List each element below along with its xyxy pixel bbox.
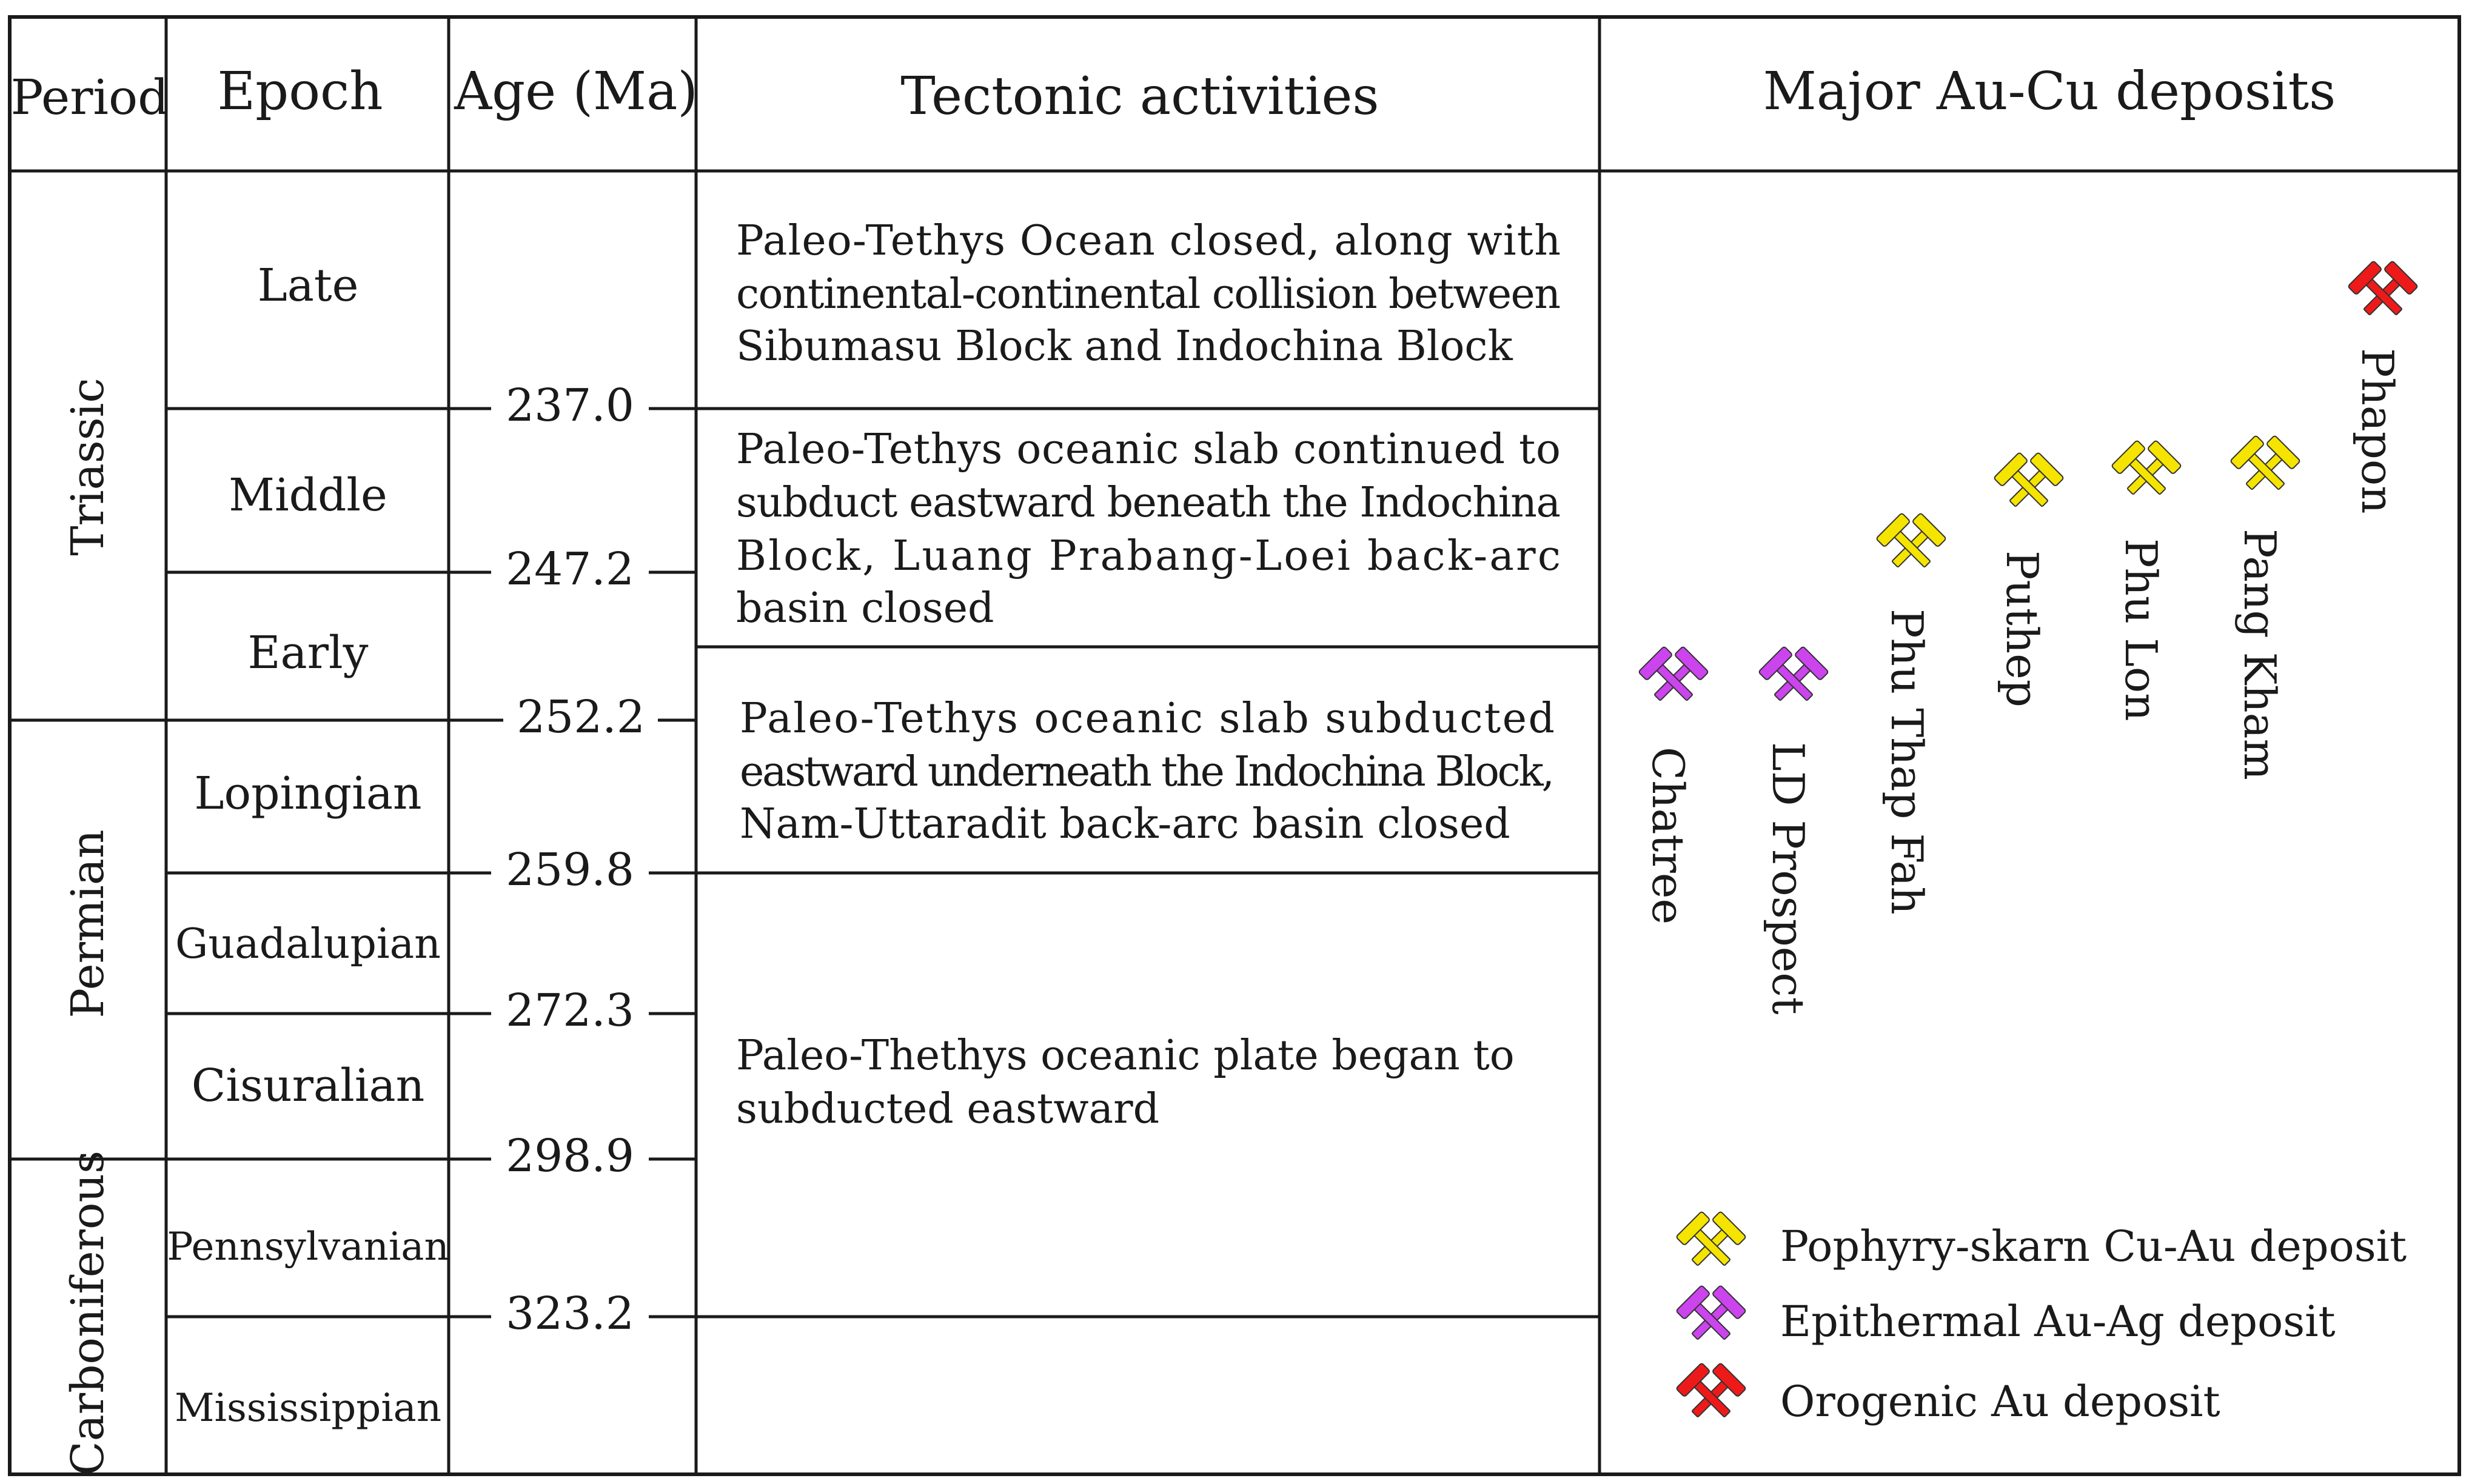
legend <box>1676 1211 2407 1427</box>
deposit-pang-kham <box>2230 435 2300 780</box>
legend-item-porphyry <box>1676 1211 2407 1275</box>
table-header <box>11 61 2336 127</box>
period-label-carboniferous: Carboniferous <box>62 1150 114 1476</box>
epoch-label: Pennsylvanian <box>167 1225 449 1269</box>
tectonic-event-permian-early <box>736 1032 1515 1133</box>
tectonic-text-line: subduct eastward beneath the Indochina <box>736 479 1561 527</box>
legend-item-epithermal <box>1676 1285 2336 1349</box>
deposit-name: Chatree <box>1643 747 1693 924</box>
epoch-label: Early <box>247 627 369 679</box>
tectonic-text-line: Block, Luang Prabang-Loei back-arc <box>736 532 1561 580</box>
age-labels <box>506 379 645 1340</box>
tectonic-text-line: subducted eastward <box>736 1085 1160 1133</box>
tectonic-event-triassic-late <box>736 217 1561 370</box>
deposit-phapon <box>2348 261 2418 514</box>
orogenic-hammer-icon <box>2348 261 2418 325</box>
tectonic-activities <box>736 217 1561 1133</box>
legend-label: Pophyry-skarn Cu-Au deposit <box>1780 1222 2407 1271</box>
header-tectonic-activities: Tectonic activities <box>900 66 1379 127</box>
epoch-label: Guadalupian <box>175 920 441 968</box>
header-epoch: Epoch <box>217 61 383 122</box>
epoch-label: Lopingian <box>194 767 422 820</box>
deposit-phu-lon <box>2111 440 2182 721</box>
legend-item-orogenic <box>1676 1363 2220 1427</box>
period-label-permian: Permian <box>62 829 114 1018</box>
deposit-name: Phu Lon <box>2116 538 2166 721</box>
tectonic-event-triassic-middle <box>736 426 1561 632</box>
tectonic-text-line: Nam-Uttaradit back-arc basin closed <box>740 800 1510 848</box>
epithermal-hammer-icon <box>1638 646 1709 710</box>
porphyry-hammer-icon <box>1994 452 2064 516</box>
deposit-phu-thap-fah <box>1876 513 1946 915</box>
tectonic-text-line: eastward underneath the Indochina Block, <box>740 748 1555 796</box>
deposit-chatree <box>1638 646 1709 924</box>
age-label: 252.2 <box>517 691 645 743</box>
epithermal-hammer-icon <box>1758 646 1829 710</box>
epithermal-hammer-icon <box>1676 1285 1746 1349</box>
tectonic-text-line: Paleo-Tethys oceanic slab subducted <box>740 695 1555 743</box>
age-label: 272.3 <box>506 984 634 1037</box>
header-period: Period <box>10 69 169 125</box>
epoch-label: Late <box>257 259 359 312</box>
deposit-name: Phapon <box>2352 348 2403 514</box>
age-label: 247.2 <box>506 543 634 595</box>
epoch-labels <box>167 259 449 1431</box>
deposit-ld-prospect <box>1758 646 1829 1015</box>
period-label-triassic: Triassic <box>62 378 114 556</box>
period-labels <box>62 378 114 1476</box>
epoch-label: Mississippian <box>174 1386 442 1431</box>
tectonic-event-permian-late <box>740 695 1555 848</box>
age-label: 298.9 <box>506 1130 634 1182</box>
orogenic-hammer-icon <box>1676 1363 1746 1427</box>
porphyry-hammer-icon <box>2230 435 2300 500</box>
legend-label: Epithermal Au-Ag deposit <box>1780 1297 2336 1346</box>
porphyry-hammer-icon <box>1676 1211 1746 1275</box>
tectonic-text-line: Paleo-Thethys oceanic plate began to <box>736 1032 1515 1080</box>
header-age: Age (Ma) <box>454 61 698 122</box>
tectonic-text-line: basin closed <box>736 584 994 632</box>
header-major-deposits: Major Au-Cu deposits <box>1763 61 2336 122</box>
tectonic-text-line: Paleo-Tethys Ocean closed, along with <box>736 217 1561 265</box>
tectonic-text-line: Paleo-Tethys oceanic slab continued to <box>736 426 1561 473</box>
legend-label: Orogenic Au deposit <box>1780 1377 2220 1426</box>
deposit-markers <box>1638 261 2418 1015</box>
epoch-label: Middle <box>229 469 387 521</box>
deposit-name: Phu Thap Fah <box>1881 609 1932 915</box>
deposit-name: LD Prospect <box>1763 742 1814 1015</box>
tectonic-text-line: Sibumasu Block and Indochina Block <box>736 323 1513 370</box>
age-label: 237.0 <box>506 379 634 432</box>
tectonic-text-line: continental-continental collision between <box>736 270 1561 318</box>
age-label: 259.8 <box>506 844 634 896</box>
deposit-name: Pang Kham <box>2234 529 2285 780</box>
deposit-name: Puthep <box>1997 550 2048 707</box>
deposit-puthep <box>1994 452 2064 707</box>
porphyry-hammer-icon <box>1876 513 1946 577</box>
age-label: 323.2 <box>506 1288 634 1340</box>
epoch-label: Cisuralian <box>191 1060 425 1112</box>
porphyry-hammer-icon <box>2111 440 2182 504</box>
